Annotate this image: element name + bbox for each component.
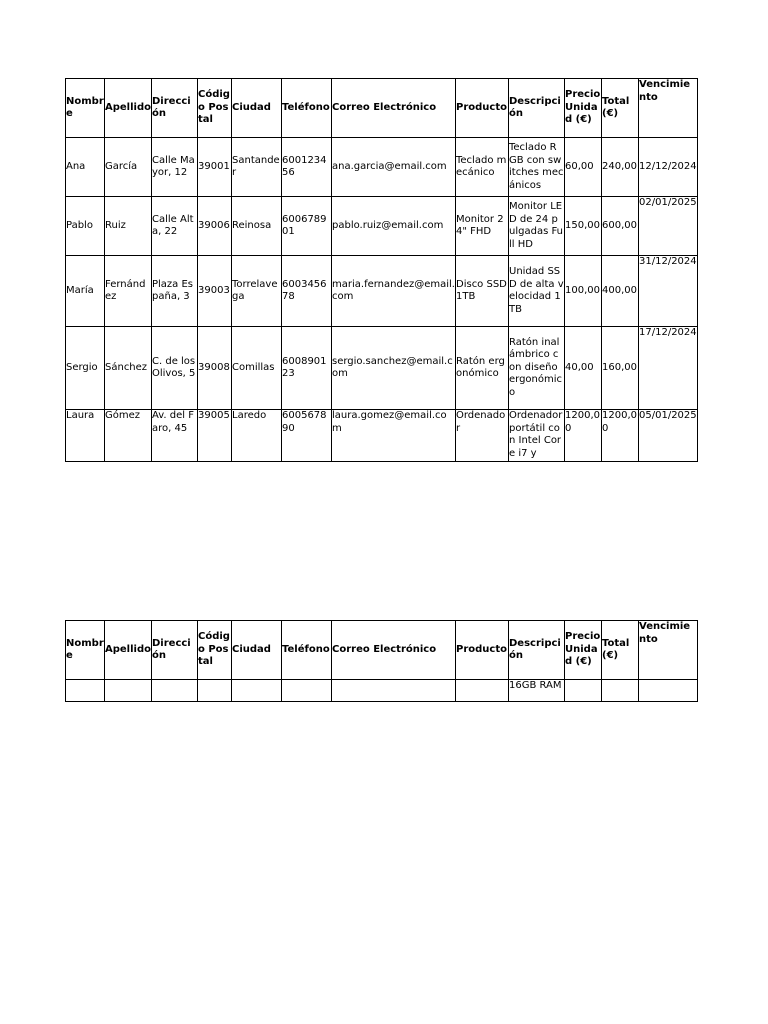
cell-precio-unidad: 150,00 <box>565 197 602 256</box>
cell-apellido <box>105 680 152 702</box>
cell-ciudad: Laredo <box>232 410 282 462</box>
cell-correo: ana.garcia@email.com <box>332 138 456 197</box>
cell-correo: pablo.ruiz@email.com <box>332 197 456 256</box>
table-row <box>66 138 698 197</box>
header-vencimiento: Vencimiento <box>639 621 698 680</box>
cell-correo: maria.fernandez@email.com <box>332 256 456 327</box>
cell-vencimiento: 31/12/2024 <box>639 256 698 327</box>
cell-total: 160,00 <box>602 327 639 410</box>
header-nombre: Nombre <box>66 79 105 138</box>
header-producto: Producto <box>456 79 509 138</box>
table-row <box>66 327 698 410</box>
header-ciudad: Ciudad <box>232 621 282 680</box>
cell-vencimiento: 12/12/2024 <box>639 138 698 197</box>
cell-direccion: Av. del Faro, 45 <box>152 410 198 462</box>
cell-codigo-postal: 39001 <box>198 138 232 197</box>
cell-nombre: Sergio <box>66 327 105 410</box>
cell-precio-unidad: 40,00 <box>565 327 602 410</box>
header-descripcion: Descripción <box>509 621 565 680</box>
cell-apellido: Sánchez <box>105 327 152 410</box>
header-codigo-postal: Código Postal <box>198 79 232 138</box>
cell-codigo-postal <box>198 680 232 702</box>
data-table <box>65 78 698 462</box>
cell-telefono <box>282 680 332 702</box>
header-descripcion: Descripción <box>509 79 565 138</box>
cell-telefono: 600567890 <box>282 410 332 462</box>
cell-nombre: María <box>66 256 105 327</box>
header-total: Total (€) <box>602 79 639 138</box>
cell-codigo-postal: 39003 <box>198 256 232 327</box>
cell-descripcion: Ratón inalámbrico con diseño ergonómico <box>509 327 565 410</box>
cell-total: 600,00 <box>602 197 639 256</box>
cell-producto: Monitor 24" FHD <box>456 197 509 256</box>
cell-nombre: Laura <box>66 410 105 462</box>
header-precio-unidad: Precio Unidad (€) <box>565 79 602 138</box>
cell-producto <box>456 680 509 702</box>
header-direccion: Dirección <box>152 79 198 138</box>
header-precio-unidad: Precio Unidad (€) <box>565 621 602 680</box>
cell-ciudad: Torrelavega <box>232 256 282 327</box>
header-vencimiento: Vencimiento <box>639 79 698 138</box>
header-total: Total (€) <box>602 621 639 680</box>
cell-vencimiento: 05/01/2025 <box>639 410 698 462</box>
cell-descripcion: Teclado RGB con switches mecánicos <box>509 138 565 197</box>
header-correo: Correo Electrónico <box>332 621 456 680</box>
cell-nombre: Ana <box>66 138 105 197</box>
header-codigo-postal: Código Postal <box>198 621 232 680</box>
table-row <box>66 680 698 702</box>
cell-precio-unidad <box>565 680 602 702</box>
cell-telefono: 600123456 <box>282 138 332 197</box>
cell-apellido: Fernández <box>105 256 152 327</box>
cell-direccion: Calle Alta, 22 <box>152 197 198 256</box>
cell-producto: Ordenador <box>456 410 509 462</box>
cell-producto: Ratón ergonómico <box>456 327 509 410</box>
cell-total: 1200,00 <box>602 410 639 462</box>
cell-vencimiento: 17/12/2024 <box>639 327 698 410</box>
cell-precio-unidad: 60,00 <box>565 138 602 197</box>
header-nombre: Nombre <box>66 621 105 680</box>
cell-direccion: C. de los Olivos, 5 <box>152 327 198 410</box>
table-row <box>66 197 698 256</box>
header-correo: Correo Electrónico <box>332 79 456 138</box>
cell-telefono: 600678901 <box>282 197 332 256</box>
cell-telefono: 600890123 <box>282 327 332 410</box>
cell-producto: Disco SSD 1TB <box>456 256 509 327</box>
header-telefono: Teléfono <box>282 621 332 680</box>
cell-ciudad: Reinosa <box>232 197 282 256</box>
cell-nombre: Pablo <box>66 197 105 256</box>
cell-ciudad <box>232 680 282 702</box>
cell-total <box>602 680 639 702</box>
cell-correo: laura.gomez@email.com <box>332 410 456 462</box>
header-row <box>66 79 698 138</box>
header-ciudad: Ciudad <box>232 79 282 138</box>
cell-correo: sergio.sanchez@email.com <box>332 327 456 410</box>
cell-ciudad: Santander <box>232 138 282 197</box>
cell-apellido: García <box>105 138 152 197</box>
header-row <box>66 621 698 680</box>
cell-apellido: Ruiz <box>105 197 152 256</box>
header-telefono: Teléfono <box>282 79 332 138</box>
table-row <box>66 410 698 462</box>
cell-codigo-postal: 39005 <box>198 410 232 462</box>
cell-correo <box>332 680 456 702</box>
cell-codigo-postal: 39006 <box>198 197 232 256</box>
cell-descripcion: Ordenador portátil con Intel Core i7 y <box>509 410 565 462</box>
cell-telefono: 600345678 <box>282 256 332 327</box>
cell-total: 400,00 <box>602 256 639 327</box>
cell-total: 240,00 <box>602 138 639 197</box>
data-table-continuation <box>65 620 698 702</box>
cell-precio-unidad: 1200,00 <box>565 410 602 462</box>
header-apellido: Apellido <box>105 79 152 138</box>
cell-direccion: Calle Mayor, 12 <box>152 138 198 197</box>
header-apellido: Apellido <box>105 621 152 680</box>
cell-descripcion: 16GB RAM <box>509 680 565 702</box>
cell-apellido: Gómez <box>105 410 152 462</box>
cell-vencimiento <box>639 680 698 702</box>
cell-producto: Teclado mecánico <box>456 138 509 197</box>
cell-vencimiento: 02/01/2025 <box>639 197 698 256</box>
header-direccion: Dirección <box>152 621 198 680</box>
header-producto: Producto <box>456 621 509 680</box>
cell-codigo-postal: 39008 <box>198 327 232 410</box>
cell-nombre <box>66 680 105 702</box>
cell-descripcion: Monitor LED de 24 pulgadas Full HD <box>509 197 565 256</box>
cell-precio-unidad: 100,00 <box>565 256 602 327</box>
table-row <box>66 256 698 327</box>
cell-ciudad: Comillas <box>232 327 282 410</box>
cell-direccion: Plaza España, 3 <box>152 256 198 327</box>
cell-descripcion: Unidad SSD de alta velocidad 1TB <box>509 256 565 327</box>
cell-direccion <box>152 680 198 702</box>
